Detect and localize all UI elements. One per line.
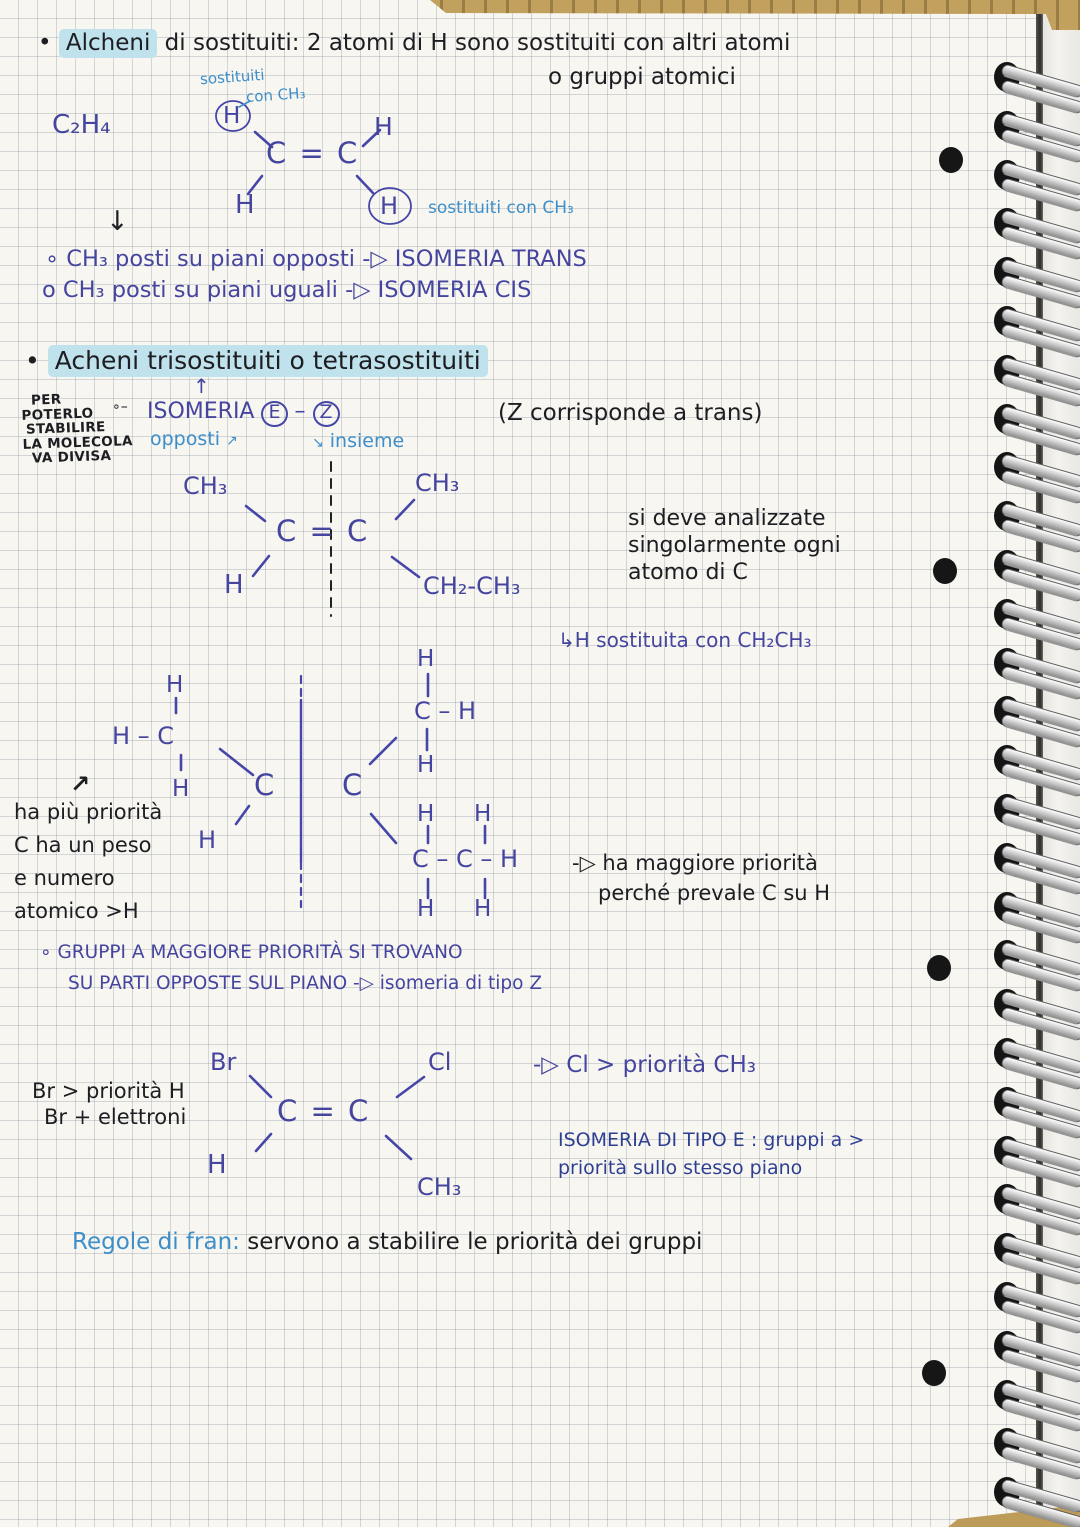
- regole-label: Regole di fran:: [72, 1229, 240, 1255]
- heading-line2: o gruppi atomici: [548, 64, 736, 90]
- label-opposti: [150, 428, 238, 450]
- label-insieme: [312, 430, 404, 452]
- note-line: ISOMERIA DI TIPO E : gruppi a >: [558, 1129, 865, 1151]
- heading-disubstituted: [38, 30, 790, 56]
- spiral-ring: [994, 989, 1020, 1019]
- caps-line: LA MOLECOLA: [22, 432, 133, 453]
- spiral-ring: [994, 355, 1020, 385]
- spiral-ring: [994, 62, 1020, 92]
- spiral-ring: [994, 940, 1020, 970]
- opposti-arrow: ↗: [226, 433, 238, 449]
- isomeria-ez-label: [147, 399, 340, 427]
- spiral-ring: [994, 452, 1020, 482]
- bullet-piani-opposti: ∘ CH₃ posti su piani opposti -▷ ISOMERIA TRANS: [45, 246, 587, 272]
- caps-line: PER: [30, 391, 62, 409]
- spiral-ring: [994, 111, 1020, 141]
- spiral-ring: [994, 745, 1020, 775]
- bullet: •: [38, 30, 52, 56]
- spiral-ring: [994, 892, 1020, 922]
- caps-arrow: ∘–: [112, 399, 128, 415]
- note-line: Br + elettroni: [44, 1105, 187, 1129]
- spiral-ring: [994, 648, 1020, 678]
- isomeria-up-arrow: ↑: [193, 374, 210, 398]
- s3-ethyl-h4: H: [474, 896, 492, 922]
- spiral-ring: [994, 843, 1020, 873]
- note-line: ∘ GRUPPI A MAGGIORE PRIORITÀ SI TROVANO: [40, 942, 463, 963]
- spiral-ring: [994, 1477, 1020, 1507]
- annotation-sostituiti: sostituiti: [199, 65, 266, 89]
- heading-trisostituiti: [25, 346, 488, 375]
- dash: –: [294, 399, 306, 424]
- s3-ethyl-h1: H: [417, 801, 435, 827]
- circled-z: Z: [313, 401, 340, 427]
- spiral-ring: [994, 306, 1020, 336]
- s2-ethyl-bottom-right: CH₂-CH₃: [423, 572, 521, 600]
- spiral-ring: [994, 1233, 1020, 1263]
- note-line: -▷ ha maggiore priorità: [572, 851, 818, 875]
- s4-double-bond: C = C: [277, 1094, 371, 1128]
- spiral-ring: [994, 550, 1020, 580]
- bullet: •: [25, 346, 40, 375]
- s3-methyl2-h-bottom: H: [417, 752, 435, 778]
- spiral-ring: [994, 1331, 1020, 1361]
- spiral-ring: [994, 1087, 1020, 1117]
- spiral-ring: [994, 1136, 1020, 1166]
- caps-line: POTERLO: [21, 404, 94, 424]
- s3-methyl1-h-top: H: [166, 672, 184, 698]
- note-line: C ha un peso: [14, 833, 152, 857]
- s3-c-left: C: [254, 768, 275, 802]
- spiral-ring: [994, 257, 1020, 287]
- s4-ch3-bottom-right: CH₃: [417, 1173, 462, 1201]
- note-regole: [72, 1229, 702, 1255]
- spiral-ring: [994, 794, 1020, 824]
- s4-h-bottom-left: H: [207, 1150, 227, 1180]
- note-line: ha più priorità: [14, 800, 163, 824]
- note-z-trans: (Z corrisponde a trans): [498, 400, 763, 426]
- s1-h-top-left: H: [223, 103, 241, 129]
- spiral-ring: [994, 1282, 1020, 1312]
- insieme-word: insieme: [329, 430, 405, 452]
- s2-h-bottom-left: H: [224, 570, 244, 600]
- note-priority-left: [14, 796, 162, 928]
- caps-line: VA DIVISA: [31, 447, 112, 467]
- note-line: e numero: [14, 866, 115, 890]
- spiral-ring: [994, 599, 1020, 629]
- s3-h-left: H: [198, 826, 217, 854]
- spiral-ring: [994, 696, 1020, 726]
- s3-c-right: C: [342, 768, 363, 802]
- note-analizzare: [628, 505, 841, 586]
- spiral-ring: [994, 1428, 1020, 1458]
- note-cl-priority: -▷ Cl > priorità CH₃: [533, 1052, 757, 1078]
- note-isomeria-tipo-e: [558, 1126, 864, 1182]
- note-h-sostituita: ↳H sostituita con CH₂CH₃: [558, 628, 812, 652]
- priority-arrow: ↗: [70, 770, 91, 798]
- spiral-ring: [994, 1038, 1020, 1068]
- s1-h-bottom-left: H: [235, 190, 255, 220]
- note-line: SU PARTI OPPOSTE SUL PIANO -▷ isomeria di tipo Z: [68, 973, 543, 994]
- s3-methyl2-h-top: H: [417, 646, 435, 672]
- s3-methyl2-ch: C – H: [414, 697, 477, 725]
- note-line: atomo di C: [628, 560, 748, 585]
- heading-highlight: Acheni trisostituiti o tetrasostituiti: [48, 345, 488, 377]
- caps-line: STABILIRE: [25, 419, 106, 438]
- note-br-priority: [32, 1078, 186, 1130]
- insieme-arrow: ↘: [312, 435, 324, 451]
- s3-ethyl-h3: H: [417, 896, 435, 922]
- spiral-ring: [994, 1184, 1020, 1214]
- s3-methyl1-h-bottom: H: [172, 776, 190, 802]
- s3-ethyl-h2: H: [474, 801, 492, 827]
- bullet-piani-uguali: o CH₃ posti su piani uguali -▷ ISOMERIA CIS: [42, 277, 532, 303]
- spiral-ring: [994, 160, 1020, 190]
- note-line: Br > priorità H: [32, 1079, 185, 1103]
- spiral-ring: [994, 208, 1020, 238]
- isomeria-word: ISOMERIA: [147, 399, 255, 424]
- note-line: singolarmente ogni: [628, 533, 841, 558]
- note-line: si deve analizzate: [628, 506, 826, 531]
- s4-br-top-left: Br: [210, 1048, 237, 1076]
- circled-e: E: [261, 401, 287, 427]
- spiral-ring: [994, 404, 1020, 434]
- s2-ch3-top-right: CH₃: [415, 469, 460, 497]
- note-line: atomico >H: [14, 899, 139, 923]
- s1-h-top-right: H: [374, 112, 393, 141]
- s4-cl-top-right: Cl: [428, 1048, 452, 1076]
- note-line: perché prevale C su H: [598, 881, 831, 905]
- annotation-con-ch3: con CH₃: [245, 83, 307, 107]
- s2-ch3-top-left: CH₃: [183, 472, 228, 500]
- note-gruppi-maggiore: [40, 937, 542, 999]
- s1-double-bond: C = C: [266, 136, 360, 170]
- note-line: priorità sullo stesso piano: [558, 1157, 803, 1179]
- s2-double-bond: C = C: [276, 514, 370, 548]
- s1-note-sostituiti-ch3: sostituiti con CH₃: [428, 198, 574, 218]
- formula-c2h4: C₂H₄: [52, 110, 111, 140]
- opposti-word: opposti: [150, 428, 220, 450]
- s1-h-bottom-right: H: [380, 192, 399, 220]
- heading-rest: di sostituiti: 2 atomi di H sono sostituiti con altri atomi: [164, 30, 791, 56]
- s3-ethyl-chain: C – C – H: [412, 845, 519, 873]
- s3-methyl1-hc: H – C: [112, 722, 175, 750]
- spiral-ring: [994, 1380, 1020, 1410]
- spiral-ring: [994, 501, 1020, 531]
- heading-highlight: Alcheni: [59, 29, 157, 58]
- note-priority-right: [572, 848, 830, 908]
- regole-rest: servono a stabilire le priorità dei gruppi: [247, 1229, 703, 1255]
- arrow-down: ↓: [106, 206, 129, 237]
